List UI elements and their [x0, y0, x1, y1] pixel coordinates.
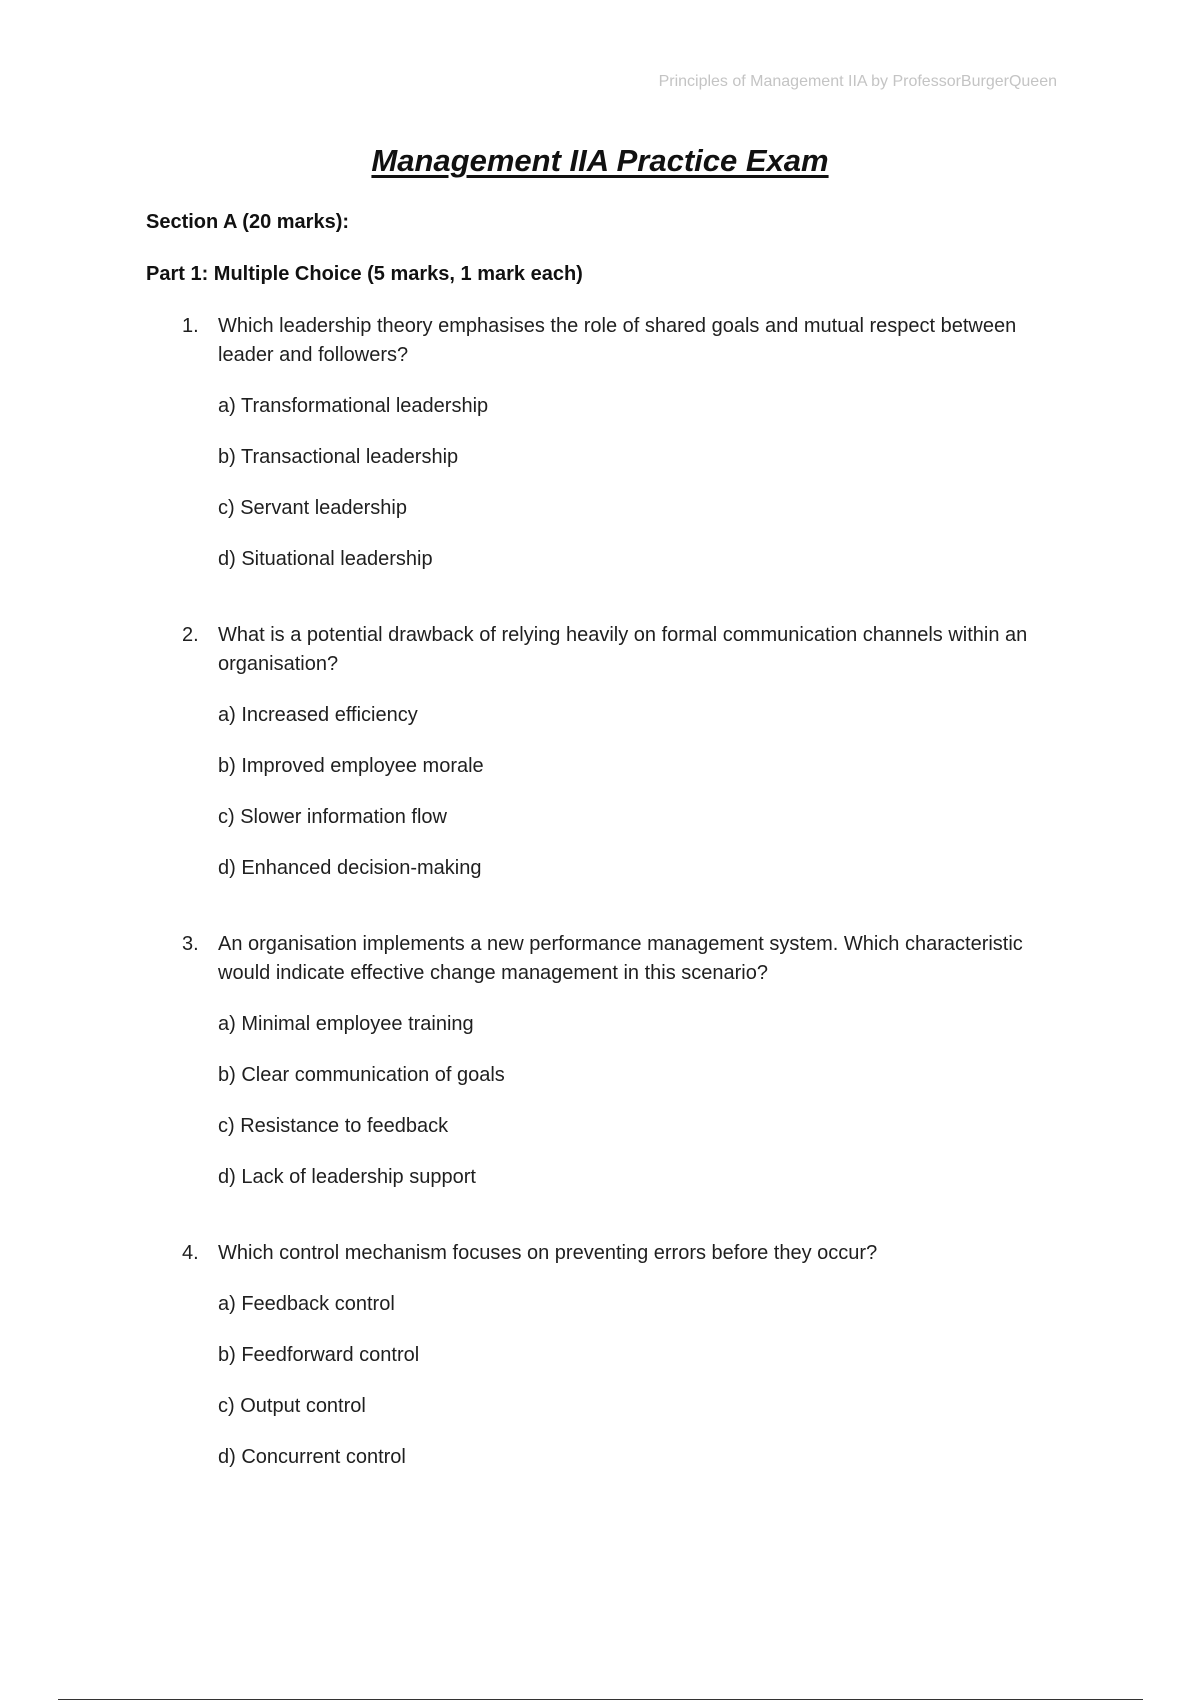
question-text: Which control mechanism focuses on preventing errors before they occur?: [218, 1242, 878, 1264]
option-d: d) Enhanced decision-making: [218, 857, 482, 879]
option-c: c) Slower information flow: [218, 806, 447, 828]
option-b: b) Transactional leadership: [218, 446, 459, 468]
question-text: What is a potential drawback of relying heavily on formal communication channels within an organisation?: [218, 624, 1028, 675]
question-number: 3.: [182, 933, 199, 955]
option-a: a) Transformational leadership: [218, 395, 489, 417]
question-3: [182, 930, 1062, 1192]
option-b: b) Clear communication of goals: [218, 1064, 505, 1086]
option-a: a) Increased efficiency: [218, 704, 418, 726]
option-d: d) Lack of leadership support: [218, 1166, 476, 1188]
option-c: c) Servant leadership: [218, 497, 407, 519]
question-1: [182, 312, 1062, 574]
option-a: a) Minimal employee training: [218, 1013, 474, 1035]
option-d: d) Concurrent control: [218, 1446, 406, 1468]
question-number: 4.: [182, 1242, 199, 1264]
option-b: b) Feedforward control: [218, 1344, 420, 1366]
part-1-heading: Part 1: Multiple Choice (5 marks, 1 mark each): [146, 263, 583, 285]
page-title: Management IIA Practice Exam: [371, 143, 829, 178]
question-number: 2.: [182, 624, 199, 646]
question-4: [182, 1239, 1062, 1472]
option-list: [182, 392, 1062, 574]
question-text: Which leadership theory emphasises the role of shared goals and mutual respect between leader and followers?: [218, 315, 1017, 366]
option-a: a) Feedback control: [218, 1293, 395, 1315]
question-list: [182, 312, 1062, 1519]
question-number: 1.: [182, 315, 199, 337]
option-list: [182, 1290, 1062, 1472]
header-note: Principles of Management IIA by ProfessorBurgerQueen: [658, 73, 1057, 90]
option-list: [182, 1010, 1062, 1192]
question-2: [182, 621, 1062, 883]
option-list: [182, 701, 1062, 883]
option-c: c) Output control: [218, 1395, 366, 1417]
option-b: b) Improved employee morale: [218, 755, 484, 777]
option-c: c) Resistance to feedback: [218, 1115, 449, 1137]
option-d: d) Situational leadership: [218, 548, 433, 570]
question-text: An organisation implements a new performance management system. Which characteristic would indicate effective change management in this scenario?: [218, 933, 1023, 984]
section-a-heading: Section A (20 marks):: [146, 211, 350, 233]
